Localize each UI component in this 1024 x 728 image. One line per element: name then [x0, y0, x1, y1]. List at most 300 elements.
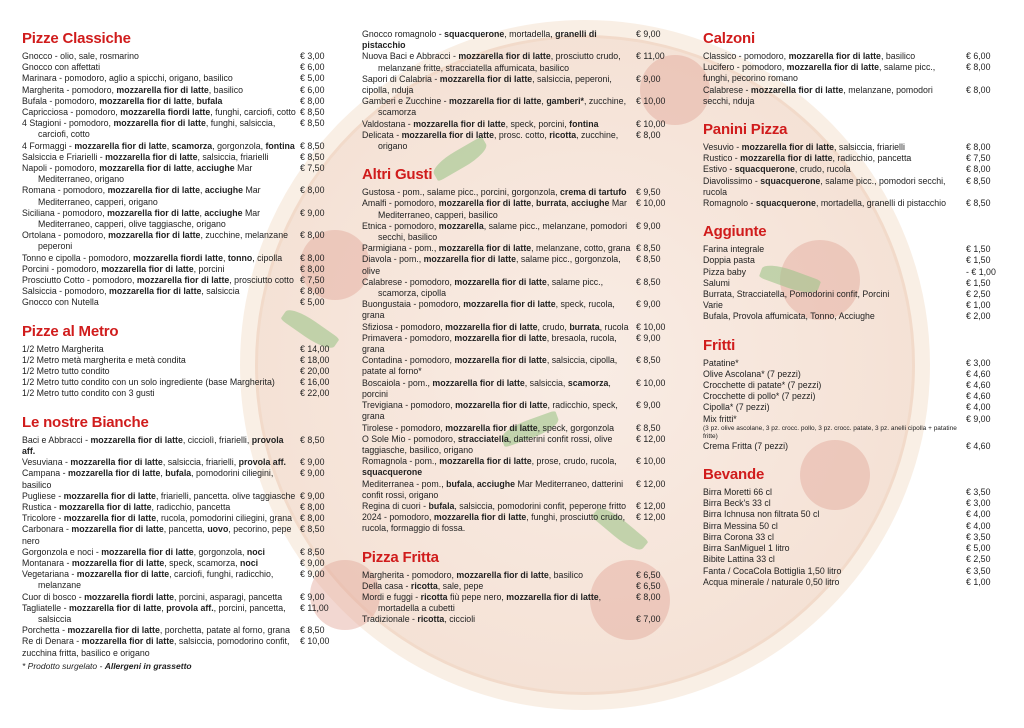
menu-item — [362, 74, 668, 96]
item-text: , salsiccia — [201, 286, 240, 297]
item-text: , porcini, pancetta, — [213, 602, 286, 613]
section-title: Altri Gusti — [362, 166, 433, 184]
menu-item-price: € 9,50 — [636, 187, 661, 198]
menu-item — [703, 62, 998, 84]
item-text: Porchetta - — [22, 625, 68, 636]
item-text: Sfiziosa - pomodoro, — [362, 321, 446, 332]
item-text: , — [199, 185, 205, 196]
item-text: , radicchio, pancetta — [832, 153, 912, 164]
menu-item-description — [22, 51, 300, 62]
allergen-text: mozzarella fior di latte — [76, 569, 170, 580]
item-text: Cuor di bosco - — [22, 591, 85, 602]
item-text: , salsiccia, pomodorini confit, peperone fritto — [454, 500, 627, 511]
item-text: , salsiccia, friarielli, — [162, 457, 239, 468]
menu-item-price: € 3,00 — [966, 498, 991, 509]
menu-item-price: € 10,00 — [300, 636, 330, 647]
menu-item-price: € 22,00 — [300, 388, 330, 399]
item-text: Marinara - pomodoro, aglio a spicchi, origano, basilico — [22, 73, 233, 84]
item-text: Boscaiola - pom., — [362, 377, 433, 388]
menu-item-description — [362, 355, 636, 377]
menu-item-price: € 12,00 — [636, 500, 666, 511]
menu-item-description — [22, 547, 300, 558]
menu-item-price: € 10,00 — [636, 456, 666, 467]
item-text: Trevigiana - pomodoro, — [362, 400, 456, 411]
item-text: , gorgonzola, — [193, 546, 247, 557]
menu-item-continuation: Mediterraneo, capperi, origano — [38, 196, 158, 207]
menu-item — [22, 107, 332, 118]
item-text: Campana - — [22, 468, 68, 479]
menu-item-price: € 1,50 — [966, 255, 991, 266]
allergen-text: mozzarella fior di latte — [109, 286, 202, 297]
menu-item-price: € 9,00 — [636, 299, 661, 310]
menu-item-description — [22, 457, 300, 468]
item-text: Fanta / CocaCola Bottiglia 1,50 litro — [703, 565, 842, 576]
item-text: , funghi, salsiccia, — [205, 118, 276, 129]
menu-item-description — [362, 581, 636, 592]
menu-item-description — [22, 366, 300, 377]
menu-item-price: € 8,50 — [966, 198, 991, 209]
menu-item-description — [22, 355, 300, 366]
item-text: 1/2 Metro tutto condito con un solo ingrediente (base Margherita) — [22, 377, 275, 388]
allergen-text: provola aff. — [22, 434, 284, 456]
menu-item-description — [362, 378, 636, 400]
item-text: , bresaola, rucola, grana — [362, 332, 617, 355]
menu-item — [22, 355, 332, 366]
menu-item-description — [22, 344, 300, 355]
menu-item-description — [703, 380, 966, 391]
menu-item-description — [22, 73, 300, 84]
menu-item — [362, 479, 668, 501]
menu-item — [22, 230, 332, 252]
menu-item-continuation: Mediterraneo, origano — [38, 174, 125, 185]
menu-item — [703, 142, 998, 153]
menu-item-price: € 5,00 — [966, 543, 991, 554]
item-text: Gnocco con affettati — [22, 62, 101, 73]
menu-item — [362, 456, 668, 478]
item-text: , carciofi, funghi, radicchio, — [169, 569, 274, 580]
menu-item — [703, 153, 998, 164]
allergen-text: bufala — [428, 500, 455, 511]
menu-item — [703, 380, 998, 391]
menu-item — [22, 468, 332, 490]
item-text: , mortadella, — [504, 29, 556, 39]
allergen-text: squacquerone — [755, 198, 816, 209]
item-text: Birra Moretti 66 cl — [703, 487, 772, 498]
menu-item-description — [703, 414, 966, 441]
item-text: Crocchette di patate* (7 pezzi) — [703, 380, 822, 391]
menu-item-price: € 8,50 — [300, 434, 325, 445]
menu-item-description — [362, 322, 636, 333]
allergen-text: mozzarella fior di latte — [63, 490, 156, 501]
menu-item-continuation: melanzane fritte, stracciatella affumicata, basilico — [378, 62, 570, 73]
item-text: Farina integrale — [703, 244, 765, 255]
menu-item-description — [703, 153, 966, 164]
item-text: , salsiccia, peperoni, — [532, 73, 612, 84]
allergen-text: mozzarella fior di latte — [454, 355, 547, 366]
menu-item — [22, 513, 332, 524]
menu-section-metro — [22, 312, 332, 400]
menu-item — [362, 501, 668, 512]
menu-item-description — [703, 198, 966, 209]
section-title: Calzoni — [703, 30, 755, 47]
menu-item-description — [703, 521, 966, 532]
menu-item-description — [362, 74, 636, 96]
item-text: Vegetariana - — [22, 569, 77, 580]
menu-item-price: € 6,00 — [966, 51, 991, 61]
menu-item — [703, 521, 998, 532]
item-text: , funghi, prosciutto crudo, — [526, 512, 626, 523]
menu-item-price: € 8,00 — [300, 185, 325, 196]
menu-item-continuation: funghi, pecorino romano — [703, 73, 798, 84]
item-text: , cipolla — [252, 252, 283, 263]
menu-item-description — [362, 130, 636, 152]
item-text: Tradizionale - — [362, 614, 418, 625]
allergen-text: provola aff. — [166, 602, 214, 613]
menu-item-price: € 8,00 — [966, 164, 991, 175]
menu-section-panini — [703, 110, 998, 209]
menu-item-description — [22, 569, 300, 591]
menu-item-description — [362, 400, 636, 422]
allergen-text: mozzarella fior di latte — [401, 129, 494, 140]
section-gap — [362, 538, 668, 548]
item-text: , pancetta, — [163, 524, 208, 535]
item-text: Cipolla* (7 pezzi) — [703, 402, 770, 413]
allergen-text: acciughe — [571, 198, 610, 209]
menu-item — [703, 278, 998, 289]
menu-section-calzoni — [703, 29, 998, 107]
menu-item-description — [703, 278, 966, 289]
allergen-text: ricotta — [410, 580, 438, 591]
allergen-text: mozzarella fior di latte — [107, 207, 200, 218]
item-text: 2024 - pomodoro, — [362, 512, 434, 523]
menu-item — [362, 570, 668, 581]
menu-item-price: € 3,00 — [966, 357, 991, 368]
item-text: , melanzane, cotto, grana — [531, 243, 631, 254]
item-text: , — [472, 478, 477, 489]
item-text: , rucola — [599, 321, 629, 332]
item-text: , salsiccia, friarielli — [197, 151, 269, 162]
menu-item — [703, 300, 998, 311]
allergen-text: acciughe — [476, 478, 516, 489]
menu-item — [22, 51, 332, 62]
menu-item-price: € 3,00 — [300, 51, 325, 61]
menu-item — [703, 441, 998, 452]
menu-item — [703, 566, 998, 577]
item-text: , speck, porcini, — [505, 118, 570, 129]
item-text: , salsiccia, pomodorino confit, — [174, 636, 290, 647]
menu-item-price: € 12,00 — [636, 478, 666, 489]
menu-item-price: € 16,00 — [300, 377, 330, 388]
allergen-text: mozzarella fior di latte — [741, 142, 835, 153]
item-text: Porcini - pomodoro, — [22, 263, 102, 274]
item-text: , pecorino, pepe nero — [22, 524, 292, 546]
menu-item-price: € 4,00 — [966, 520, 991, 531]
menu-item-description — [22, 297, 300, 308]
menu-item-price: € 8,00 — [300, 230, 325, 241]
item-text: Calabrese - pomodoro, — [362, 276, 455, 287]
item-text: Tagliatelle - — [22, 602, 69, 613]
item-text: , prosciutto crudo, — [550, 51, 621, 62]
menu-item-description — [703, 358, 966, 369]
menu-item-description — [703, 566, 966, 577]
menu-item — [22, 344, 332, 355]
menu-item — [22, 297, 332, 308]
menu-item-price: € 8,50 — [300, 151, 325, 162]
section-gap — [22, 312, 332, 322]
menu-item-price: € 10,00 — [636, 96, 666, 107]
menu-item — [362, 434, 668, 456]
allergen-text: mozzarella fior di latte — [90, 434, 183, 445]
item-text: 1/2 Metro metà margherita e metà condita — [22, 354, 186, 365]
item-text: , speck, gorgonzola — [537, 422, 614, 433]
menu-item-description — [22, 636, 300, 658]
menu-item-description — [362, 198, 636, 220]
menu-item-continuation: salsiccia — [38, 613, 72, 624]
menu-item-price: € 8,50 — [636, 243, 661, 254]
item-text: , sale, pepe — [437, 580, 484, 591]
item-text: , — [191, 163, 197, 174]
menu-item-price: € 9,00 — [636, 73, 661, 84]
menu-item-price: € 9,00 — [966, 413, 991, 424]
menu-item-description — [362, 96, 636, 118]
menu-item-description — [703, 543, 966, 554]
item-text: Sapori di Calabria - — [362, 73, 440, 84]
item-text: , — [166, 140, 172, 151]
menu-item — [703, 51, 998, 62]
allergen-text: ricotta — [549, 129, 577, 140]
menu-item-continuation: patate al forno* — [362, 366, 422, 377]
menu-item — [22, 524, 332, 546]
item-text: , crudo, — [537, 321, 570, 332]
item-text: Gnocco con Nutella — [22, 297, 99, 308]
item-text: , speck, scamorza, — [164, 557, 241, 568]
menu-item-description — [362, 592, 636, 614]
menu-item-description — [22, 107, 300, 118]
allergen-text: scamorza — [171, 140, 213, 151]
menu-item-price: € 7,00 — [636, 614, 661, 625]
item-text: Gustosa - pom., salame picc., porcini, gorgonzola, — [362, 187, 561, 198]
section-title: Fritti — [703, 336, 736, 354]
item-text: Romagnolo - — [703, 198, 756, 209]
menu-item — [703, 164, 998, 175]
menu-item — [22, 435, 332, 457]
menu-item-price: € 4,00 — [966, 402, 991, 413]
item-text: , basilico — [880, 51, 916, 61]
allergen-text: mozzarella fior di latte — [458, 51, 551, 62]
item-text: Tirolese - pomodoro, — [362, 422, 446, 433]
menu-item-price: € 10,00 — [636, 321, 666, 332]
allergen-text: mozzarella fior di latte — [439, 456, 532, 467]
item-text: Primavera - pomodoro, — [362, 332, 455, 343]
menu-column-center — [362, 26, 668, 626]
menu-item — [22, 502, 332, 513]
allergen-text: mozzarella fior di latte — [136, 275, 230, 286]
item-text: Mar — [242, 207, 261, 218]
section-title: Pizza Fritta — [362, 548, 439, 566]
menu-item — [22, 547, 332, 558]
menu-item-description — [22, 468, 300, 490]
item-text: Margherita - pomodoro, — [22, 84, 117, 95]
menu-item-description — [362, 570, 636, 581]
menu-item-description — [22, 118, 300, 140]
menu-item-price: € 8,50 — [636, 355, 661, 366]
item-text: , — [199, 207, 205, 218]
item-text: , gorgonzola, — [212, 140, 266, 151]
menu-item-description — [703, 487, 966, 498]
item-text: Mar — [243, 185, 261, 196]
section-gap — [22, 403, 332, 413]
menu-item — [362, 221, 668, 243]
menu-item-price: € 8,50 — [636, 254, 661, 265]
allergen-text: fontina — [265, 140, 295, 151]
menu-item-price: € 4,60 — [966, 380, 991, 391]
item-text: fiù pepe nero, — [447, 591, 507, 602]
item-text: Pugliese - — [22, 490, 64, 501]
allergen-text: noci — [240, 557, 259, 568]
menu-item — [362, 614, 668, 625]
item-text: Burrata, Stracciatella, Pomodorini confit, Porcini — [703, 289, 890, 300]
menu-item-description — [362, 221, 636, 243]
menu-item — [703, 267, 998, 278]
allergen-text: mozzarella fior di latte — [70, 457, 163, 468]
item-text: Salumi — [703, 277, 730, 288]
menu-item-continuation: scamorza, cipolla — [378, 288, 446, 299]
section-gap — [362, 155, 668, 165]
allergen-text: squacquerone — [444, 29, 505, 39]
item-text: Prosciutto Cotto - pomodoro, — [22, 275, 137, 286]
allergen-text: mozzarella fior di latte — [456, 569, 549, 580]
menu-item-price: € 12,00 — [636, 433, 666, 444]
menu-item-description — [703, 554, 966, 565]
menu-item — [703, 487, 998, 498]
menu-item-price: € 9,00 — [636, 332, 661, 343]
menu-item-price: € 6,50 — [636, 569, 661, 580]
allergen-text: mozzarella fior di latte — [413, 118, 506, 129]
item-text: Mar Mediterraneo, datterini — [515, 478, 624, 489]
menu-item-description — [362, 51, 636, 73]
menu-item-description — [362, 187, 636, 198]
menu-item-price: € 8,00 — [300, 252, 325, 263]
allergen-text: mozzarella fior di latte — [433, 512, 527, 523]
menu-item-description — [703, 255, 966, 266]
item-text: , porcini — [362, 377, 611, 399]
menu-item-price: € 3,50 — [966, 565, 991, 576]
item-text: , funghi, carciofi, cotto — [210, 107, 296, 118]
allergen-text: mozzarella fior di latte — [71, 524, 164, 535]
menu-item-description — [22, 502, 300, 513]
menu-item-price: € 8,00 — [300, 513, 325, 524]
menu-item-description — [22, 558, 300, 569]
item-text: Baci e Abbracci - — [22, 434, 91, 445]
menu-item-price: € 8,50 — [636, 422, 661, 433]
menu-item-continuation: peperoni — [38, 241, 73, 252]
menu-item-price: € 6,00 — [300, 84, 325, 95]
menu-item — [362, 277, 668, 299]
menu-item — [703, 255, 998, 266]
menu-item — [22, 491, 332, 502]
item-text: Calabrese - — [703, 84, 751, 95]
allergen-text: bufala — [165, 468, 192, 479]
item-text: Bibite Lattina 33 cl — [703, 554, 775, 565]
allergen-text: mozzarella fior di latte — [81, 636, 175, 647]
menu-item-price: € 11,00 — [300, 602, 329, 613]
item-text: Crema Fritta (7 pezzi) — [703, 440, 789, 451]
footnote-text: * Prodotto surgelato - — [22, 660, 105, 671]
section-gap — [703, 455, 998, 465]
menu-section-fritti — [703, 326, 998, 452]
item-text: , salame picc., melanzane, pomodori — [483, 220, 628, 231]
allergen-text: mozzarella fior di latte — [63, 513, 157, 524]
item-text: Romagnola - pom., — [362, 456, 440, 467]
item-text: Salsiccia - pomodoro, — [22, 286, 110, 297]
menu-item-description — [362, 254, 636, 276]
item-text: Siciliana - pomodoro, — [22, 207, 108, 218]
menu-item-description — [22, 513, 300, 524]
item-text: 4 Formaggi - — [22, 140, 75, 151]
allergen-text: mozzarella fior di latte — [439, 73, 533, 84]
menu-item-description — [362, 501, 636, 512]
item-text: Re di Denara - — [22, 636, 82, 647]
menu-item — [22, 558, 332, 569]
item-text: Bufala, Provola affumicata, Tonno, Acciughe — [703, 311, 875, 322]
allergen-text: uovo — [207, 524, 229, 535]
menu-item-description — [362, 479, 636, 501]
menu-item — [22, 85, 332, 96]
allergen-text: mozzarella fior di latte — [449, 96, 542, 107]
section-title: Pizze al Metro — [22, 322, 119, 340]
menu-item-price: € 2,50 — [966, 289, 991, 300]
menu-item-price: € 6,50 — [636, 580, 661, 591]
allergen-text: mozzarella fior di latte — [74, 140, 167, 151]
item-text: , — [598, 591, 602, 602]
menu-item-description — [22, 185, 300, 207]
item-text: Gorgonzola e noci - — [22, 546, 102, 557]
menu-item — [22, 208, 332, 230]
menu-item-description — [703, 300, 966, 311]
menu-item-description — [22, 141, 300, 152]
menu-item-description — [703, 267, 966, 278]
allergen-text: mozzarella fiordi latte — [133, 252, 223, 263]
menu-item-price: € 8,50 — [300, 118, 325, 129]
menu-item-description — [362, 456, 636, 478]
section-gap — [703, 110, 998, 120]
menu-item — [362, 29, 668, 51]
menu-item-description — [22, 388, 300, 399]
menu-item-continuation: melanzane — [38, 580, 82, 591]
item-text: Nuova Baci e Abbracci - — [362, 51, 459, 62]
item-text: Mar — [234, 163, 253, 174]
allergen-text: mozzarella fior di latte — [438, 243, 532, 254]
menu-item-description — [703, 176, 966, 198]
item-text: Birra Corona 33 cl — [703, 531, 774, 542]
item-text: Montanara - — [22, 557, 72, 568]
menu-item-price: € 8,50 — [966, 175, 991, 186]
item-text: Vesuviana - — [22, 457, 71, 468]
item-text: , speck, rucola, grana — [362, 299, 615, 321]
allergen-text: squacquerone — [734, 164, 795, 175]
menu-item-description — [22, 603, 300, 625]
allergen-text: mozzarella fior di latte — [750, 84, 844, 95]
menu-item-price: € 11,00 — [636, 51, 665, 62]
allergen-text: mozzarella fior di latte — [99, 163, 192, 174]
menu-item — [362, 400, 668, 422]
item-text: , zucchine, — [583, 96, 627, 107]
menu-item-price: € 8,00 — [636, 591, 661, 602]
menu-item-description — [703, 85, 966, 107]
menu-item-description — [703, 532, 966, 543]
allergen-text: mozzarella fior di latte — [506, 591, 599, 602]
allergen-text: mozzarella fior di latte — [432, 377, 525, 388]
